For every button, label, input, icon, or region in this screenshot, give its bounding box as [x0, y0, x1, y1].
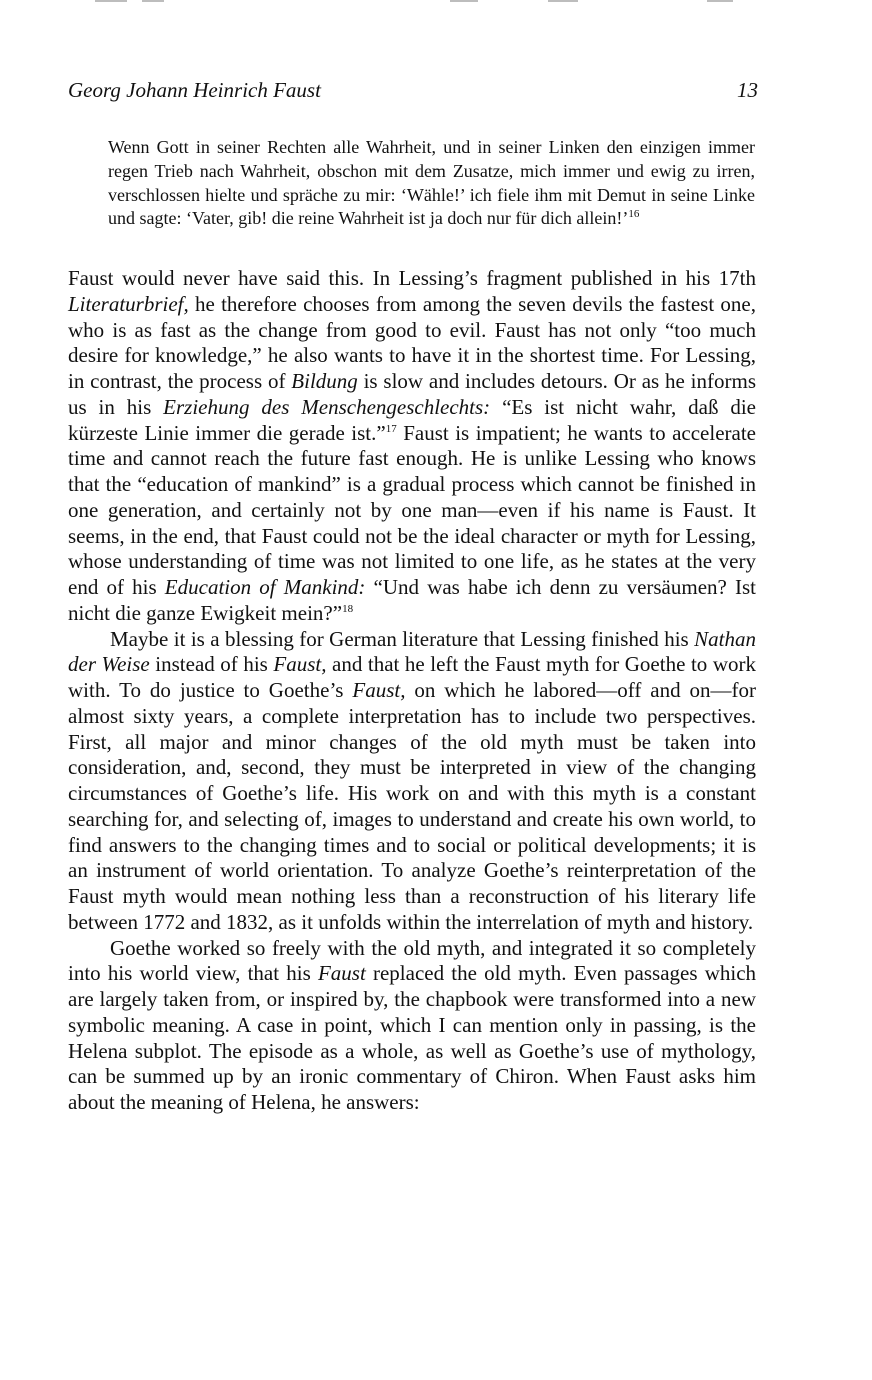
text-run: Faust is impatient; he wants to accelerate time and cannot reach the future fast enough. He is unlike Lessing who knows that the “education of mankind” is a gradual process which cannot be finished in one generation, and certainly not by one man—even if his name is Faust. It seems, in the end, that Faust could not be the ideal character or myth for Lessing, whose understanding of time was not limited to one life, as he states at the very end of his [68, 420, 756, 599]
italic-text: Education of Mankind: [164, 575, 366, 599]
text-run: he therefore chooses from among the seven devils the fastest one, who is as fast as the change from good to evil. Faust has not only “too much desire for knowledge,” he also wants to have it in the shortest time. For Lessing, in contrast, the process of [68, 291, 756, 393]
text-run: replaced the old myth. Even passages which are largely taken from, or inspired by, the chapbook were transformed into a new symbolic meaning. A case in point, which I can mention only in passing, is the Helena subplot. The episode as a whole, as well as Goethe’s use of mythology, can be summed up by an ironic commentary of Chiron. When Faust asks him about the meaning of Helena, he answers: [68, 961, 757, 1114]
body-text [68, 266, 756, 1116]
italic-text: Faust [317, 961, 366, 986]
text-run: on which he labored—off and on—for almost sixty years, a complete interpretation has to include two perspectives. First, all major and minor changes of the old myth must be taken into consideration, and, second, they must be interpreted in view of the changing circumstances of Goethe’s life. His work on and with this myth is a constant searching for, and selecting of, images to understand and create his own world, to find answers to the changing times and to social or political developments; it is an instrument of world orientation. To analyze Goethe’s reinterpretation of the Faust myth would mean nothing less than a reconstruction of his literary life between 1772 and 1832, as it unfolds within the interrelation of myth and history. [68, 678, 756, 934]
paragraph [68, 936, 756, 1116]
paragraph [68, 627, 756, 936]
italic-text: Literaturbrief, [68, 291, 189, 316]
italic-text: Erziehung des Menschengeschlechts: [163, 394, 491, 419]
text-run: is slow and includes detours. Or as he informs us in his [68, 369, 756, 419]
running-header [68, 78, 758, 106]
scan-edge-marks [0, 0, 872, 5]
text-run: “Und was habe ich denn zu versäumen? Ist nicht die ganze Ewigkeit mein?” [68, 575, 757, 625]
text-run: “Es ist nicht wahr, daß die kürzeste Linie immer die gerade ist.” [68, 394, 756, 445]
italic-text: Nathan der Weise [68, 626, 756, 677]
page-number: 13 [737, 78, 758, 102]
paragraph [68, 266, 756, 627]
quote-text: Wenn Gott in seiner Rechten alle Wahrheit, und in seiner Linken den einzigen immer regen Trieb nach Wahrheit, obschon mit dem Zusatze, mich immer und ewig zu irren, verschlossen hielte und spräche zu mir: ‘Wähle!’ ich fiele ihm mit Demut in seine Linke und sagte: ‘Vater, gib! die reine Wahrheit ist ja doch nur für dich allein!’ [108, 137, 755, 229]
footnote-ref: 17 [385, 422, 397, 435]
footnote-ref: 16 [628, 208, 640, 221]
text-run: and that he left the Faust myth for Goethe to work with. To do justice to Goethe’s [68, 652, 756, 702]
footnote-ref: 18 [342, 602, 354, 615]
italic-text: Faust, [273, 652, 327, 677]
text-run: Goethe worked so freely with the old myth, and integrated it so completely into his world view, that his [68, 935, 756, 986]
text-run: Faust would never have said this. In Lessing’s fragment published in his 17th [68, 266, 756, 290]
running-title: Georg Johann Heinrich Faust [68, 78, 321, 102]
italic-text: Faust, [352, 678, 406, 702]
text-run: instead of his [149, 652, 274, 677]
italic-text: Bildung [291, 369, 358, 393]
block-quote [108, 136, 755, 231]
text-run: Maybe it is a blessing for German literature that Lessing finished his [110, 626, 695, 651]
